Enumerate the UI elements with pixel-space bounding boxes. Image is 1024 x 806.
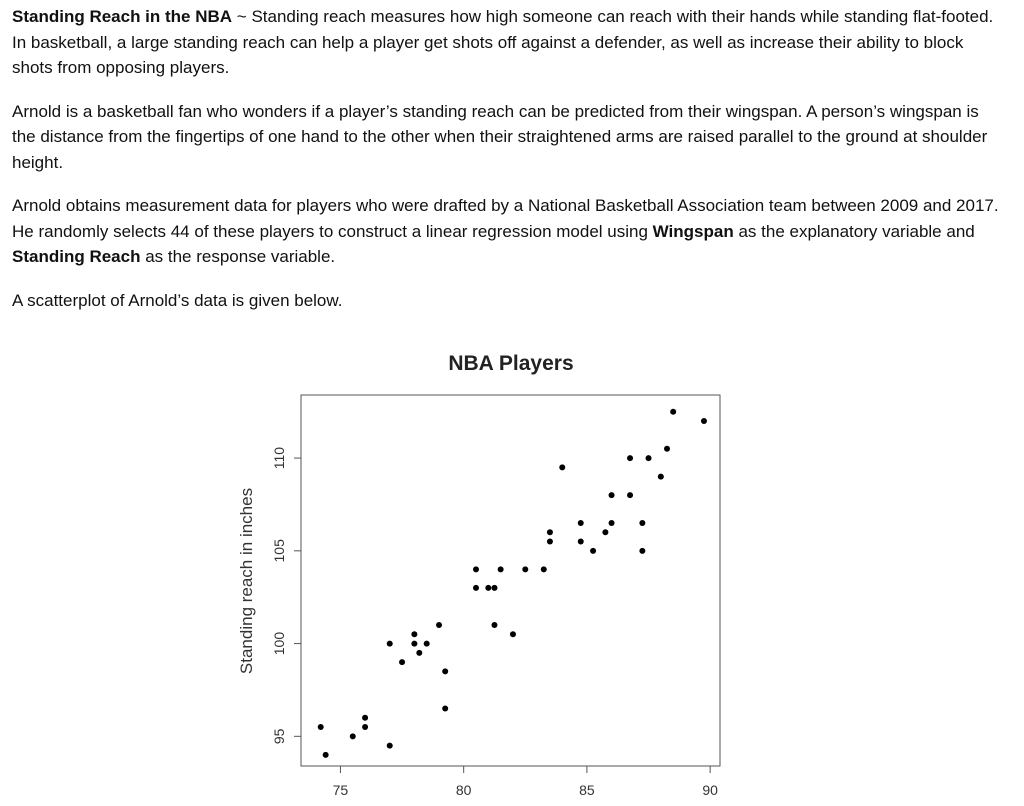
y-axis-title: Standing reach in inches bbox=[237, 487, 256, 675]
data-point bbox=[578, 520, 584, 526]
data-point bbox=[578, 539, 584, 545]
data-point bbox=[491, 585, 497, 591]
data-point bbox=[318, 724, 324, 730]
data-point bbox=[387, 743, 393, 749]
chart-title: NBA Players bbox=[448, 352, 574, 375]
data-point bbox=[664, 446, 670, 452]
y-tick-label: 100 bbox=[271, 631, 287, 656]
plot-frame bbox=[301, 395, 720, 766]
x-tick-label: 80 bbox=[455, 782, 472, 798]
x-tick-label: 85 bbox=[579, 782, 595, 798]
data-point bbox=[547, 539, 553, 545]
x-tick-label: 75 bbox=[332, 782, 349, 798]
data-point bbox=[639, 520, 645, 526]
data-point bbox=[639, 548, 645, 554]
data-point bbox=[416, 650, 422, 656]
data-point bbox=[658, 474, 664, 480]
wingspan-text: Arnold is a basketball fan who wonders if a player’s standing reach can be predicted from their wingspan. A person’s wingspan is the distance from the fingertips of one hand to the other when their straightened arms are raised parallel to the ground at shoulder height. bbox=[12, 101, 988, 172]
data-point bbox=[362, 724, 368, 730]
data-point bbox=[387, 641, 393, 647]
section-heading: Standing Reach in the NBA bbox=[12, 7, 233, 26]
data-point bbox=[522, 566, 528, 572]
y-axis bbox=[271, 447, 301, 744]
scatter-intro-text: A scatterplot of Arnold’s data is given below. bbox=[12, 290, 343, 310]
data-point bbox=[510, 631, 516, 637]
y-tick-label: 105 bbox=[271, 539, 287, 563]
data-point bbox=[485, 585, 491, 591]
data-point bbox=[602, 529, 608, 535]
data-point bbox=[424, 641, 430, 647]
method-text-a: Arnold obtains measurement data for players who were drafted by a National Basketball Association team between 2009 and 2017. He randomly selects 44 of these players to construct a linear regression model using bbox=[12, 196, 999, 241]
data-point bbox=[473, 585, 479, 591]
data-point bbox=[627, 492, 633, 498]
data-point bbox=[399, 659, 405, 665]
data-point bbox=[498, 566, 504, 572]
data-point bbox=[362, 715, 368, 721]
y-tick-label: 95 bbox=[271, 728, 287, 745]
data-point bbox=[442, 705, 448, 711]
y-tick-label: 110 bbox=[271, 446, 287, 470]
data-point bbox=[491, 622, 497, 628]
data-point bbox=[590, 548, 596, 554]
data-point bbox=[609, 520, 615, 526]
data-point bbox=[609, 492, 615, 498]
data-point bbox=[670, 409, 676, 415]
data-point bbox=[559, 464, 565, 470]
x-tick-label: 90 bbox=[702, 782, 718, 798]
data-point bbox=[701, 418, 707, 424]
response-variable: Standing Reach bbox=[12, 247, 141, 266]
data-point bbox=[350, 733, 356, 739]
data-points bbox=[318, 409, 707, 758]
data-point bbox=[323, 752, 329, 758]
data-point bbox=[411, 631, 417, 637]
explanatory-variable: Wingspan bbox=[652, 221, 734, 241]
method-text-c: as the response variable. bbox=[140, 247, 336, 266]
data-point bbox=[436, 622, 442, 628]
data-point bbox=[547, 529, 553, 535]
method-text-b: as the explanatory variable and bbox=[733, 221, 975, 241]
data-point bbox=[627, 455, 633, 461]
intro-text: ~ Standing reach measures how high someone can reach with their hands while standing flat-footed. In basketball, a large standing reach can help a player get shots off against a defender, as well as increase their ability to block shots from opposing players. bbox=[12, 7, 994, 77]
data-point bbox=[442, 668, 448, 674]
data-point bbox=[411, 641, 417, 647]
data-point bbox=[646, 455, 652, 461]
data-point bbox=[473, 566, 479, 572]
data-point bbox=[541, 566, 547, 572]
x-axis bbox=[333, 766, 718, 798]
